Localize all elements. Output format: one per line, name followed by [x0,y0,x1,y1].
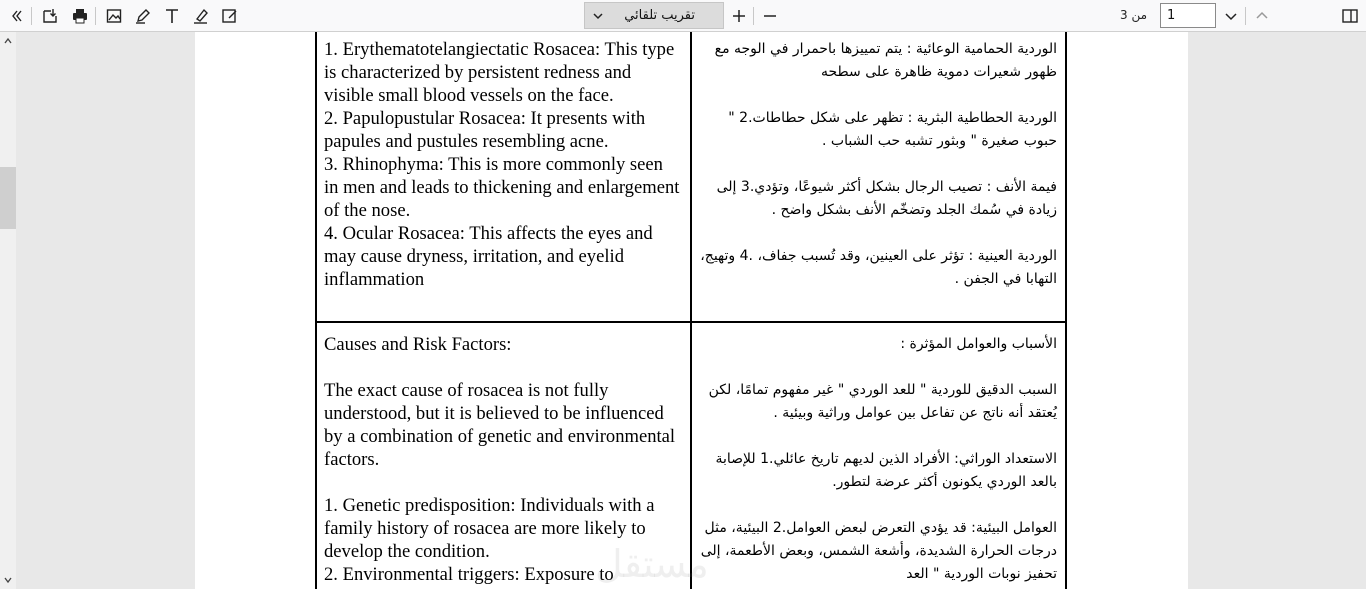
image-icon[interactable] [104,6,124,26]
arabic-rosacea-types [695,38,1057,291]
arabic-causes [695,333,1057,586]
arabic-causes-intro: السبب الدقيق للوردية " للعد الوردي " غير مفهوم تمامًا، لكن يُعتقد أنه ناتج عن تفاعل بين عوامل وراثية وبيئية . [708,382,1057,421]
scroll-up-icon[interactable] [3,36,13,46]
text-icon[interactable] [162,6,182,26]
print-icon[interactable] [70,6,90,26]
english-type-1: 1. Erythematotelangiectatic Rosacea: This type is characterized by persistent redness and visible small blood vessels on the face. [324,39,675,106]
watermark: مستقل [595,542,709,586]
arabic-type-4: الوردية العينية : تؤثر على العينين، وقد تُسبب جفاف، .4 وتهيج، التهابا في الجفن . [700,248,1057,287]
page-count: من 3 [1120,8,1148,22]
english-factor-1: 1. Genetic predisposition: Individuals with a family history of rosacea are more likely to develop the condition. [324,495,655,562]
arabic-causes-title: الأسباب والعوامل المؤثرة : [900,336,1057,352]
english-causes-title: Causes and Risk Factors: [324,334,512,355]
zoom-out-icon[interactable] [760,6,780,26]
arabic-factor-1: الاستعداد الوراثي: الأفراد الذين لديهم تاريخ عائلي.1 للإصابة بالعد الوردي يكونون أكثر عرضة لتطور. [715,451,1057,490]
document-page [195,32,1188,589]
page-number-input[interactable] [1160,3,1216,28]
arabic-type-1: الوردية الحمامية الوعائية : يتم تمييزها باحمرار في الوجه مع ظهور شعيرات دموية ظاهرة على سطحه [714,41,1057,80]
arabic-type-3: فيمة الأنف : تصيب الرجال بشكل أكثر شيوعًا، وتؤدي.3 إلى زيادة في سُمك الجلد وتضخّم الأنف بشكل واضح . [716,179,1057,218]
english-causes-intro: The exact cause of rosacea is not fully understood, but it is believed to be influenced by a combination of genetic and environmental factors. [324,380,676,470]
highlight-icon[interactable] [191,6,211,26]
chevron-down-icon [591,9,605,23]
english-factor-2: 2. Environmental triggers: Exposure to [324,564,614,585]
english-type-4: 4. Ocular Rosacea: This affects the eyes and may cause dryness, irritation, and eyelid inflammation [324,223,653,290]
english-rosacea-types [324,38,682,291]
draw-icon[interactable] [133,6,153,26]
left-scrollbar[interactable] [0,32,16,589]
double-chevron-icon[interactable] [6,6,26,26]
save-icon[interactable] [40,6,60,26]
arabic-factor-2: العوامل البيئية: قد يؤدي التعرض لبعض العوامل.2 البيئية، مثل درجات الحرارة الشديدة، وأشعة الشمس، وبعض الأطعمة، إلى تحفيز نوبات الوردية " العد [700,520,1057,582]
english-type-2: 2. Papulopustular Rosacea: It presents with papules and pustules resembling acne. [324,108,646,152]
english-type-3: 3. Rhinophyma: This is more commonly seen in men and leads to thickening and enlargement of the nose. [324,154,680,221]
arabic-type-2: الوردية الحطاطية البثرية : تظهر على شكل حطاطات.2 " حبوب صغيرة " وبثور تشبه حب الشباب . [728,110,1057,149]
prev-page-icon[interactable] [1252,6,1272,26]
scrollbar-thumb[interactable] [0,167,16,229]
next-page-icon[interactable] [1221,6,1241,26]
zoom-select[interactable] [584,2,724,29]
pdf-toolbar [0,0,1366,32]
scroll-down-icon[interactable] [3,575,13,585]
sidebar-toggle-icon[interactable] [1340,6,1360,26]
zoom-in-icon[interactable] [729,6,749,26]
sign-icon[interactable] [220,6,240,26]
zoom-label: تقريب تلقائي [624,8,695,23]
